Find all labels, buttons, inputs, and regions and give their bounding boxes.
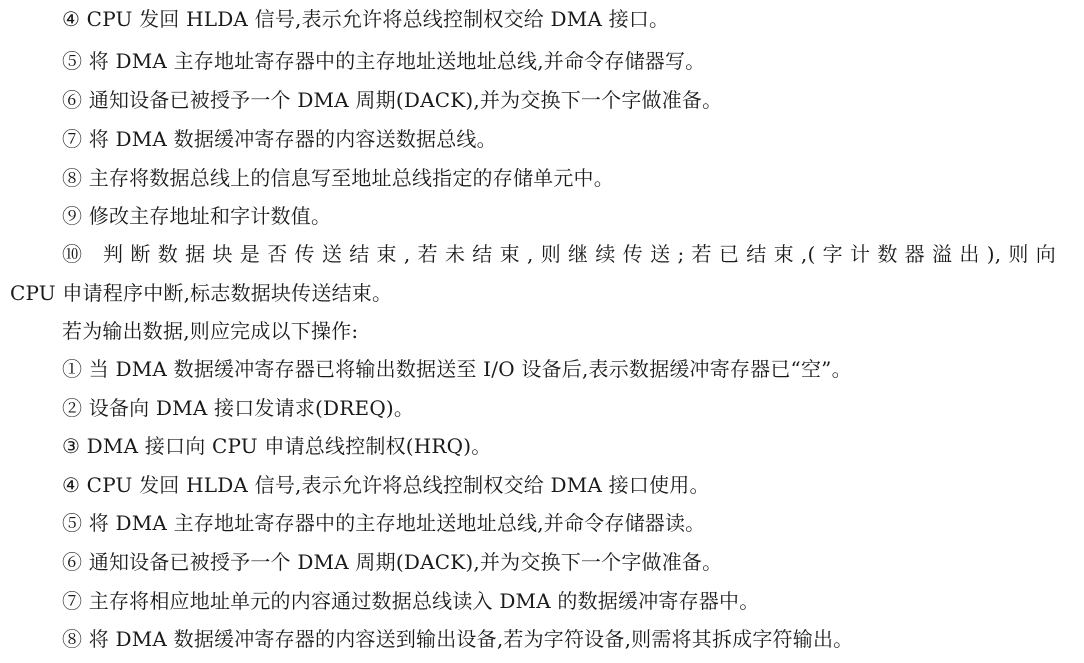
step-5-output: ⑤ 将 DMA 主存地址寄存器中的主存地址送地址总线,并命令存储器读。 <box>62 511 706 535</box>
step-8-output: ⑧ 将 DMA 数据缓冲寄存器的内容送到输出设备,若为字符设备,则需将其拆成字符输出。 <box>62 627 854 651</box>
step-7-output: ⑦ 主存将相应地址单元的内容通过数据总线读入 DMA 的数据缓冲寄存器中。 <box>62 589 760 613</box>
step-6-input: ⑥ 通知设备已被授予一个 DMA 周期(DACK),并为交换下一个字做准备。 <box>62 88 723 112</box>
step-2-output: ② 设备向 DMA 接口发请求(DREQ)。 <box>62 396 415 420</box>
step-8-input: ⑧ 主存将数据总线上的信息写至地址总线指定的存储单元中。 <box>62 166 614 190</box>
output-intro: 若为输出数据,则应完成以下操作: <box>62 319 359 343</box>
step-6-output: ⑥ 通知设备已被授予一个 DMA 周期(DACK),并为交换下一个字做准备。 <box>62 550 723 574</box>
step-3-output: ③ DMA 接口向 CPU 申请总线控制权(HRQ)。 <box>62 434 492 458</box>
step-9-input: ⑨ 修改主存地址和字计数值。 <box>62 204 332 228</box>
step-4-input: ④ CPU 发回 HLDA 信号,表示允许将总线控制权交给 DMA 接口。 <box>62 7 670 31</box>
step-10-input: ⑩ 判断数据块是否传送结束,若未结束,则继续传送;若已结束,(字计数器溢出),则向 <box>62 242 1056 266</box>
step-1-output: ① 当 DMA 数据缓冲寄存器已将输出数据送至 I/O 设备后,表示数据缓冲寄存器已“空”。 <box>62 357 852 381</box>
step-4-output: ④ CPU 发回 HLDA 信号,表示允许将总线控制权交给 DMA 接口使用。 <box>62 473 710 497</box>
step-10-continuation: CPU 申请程序中断,标志数据块传送结束。 <box>10 281 393 305</box>
step-5-input: ⑤ 将 DMA 主存地址寄存器中的主存地址送地址总线,并命令存储器写。 <box>62 49 706 73</box>
step-7-input: ⑦ 将 DMA 数据缓冲寄存器的内容送数据总线。 <box>62 127 497 151</box>
